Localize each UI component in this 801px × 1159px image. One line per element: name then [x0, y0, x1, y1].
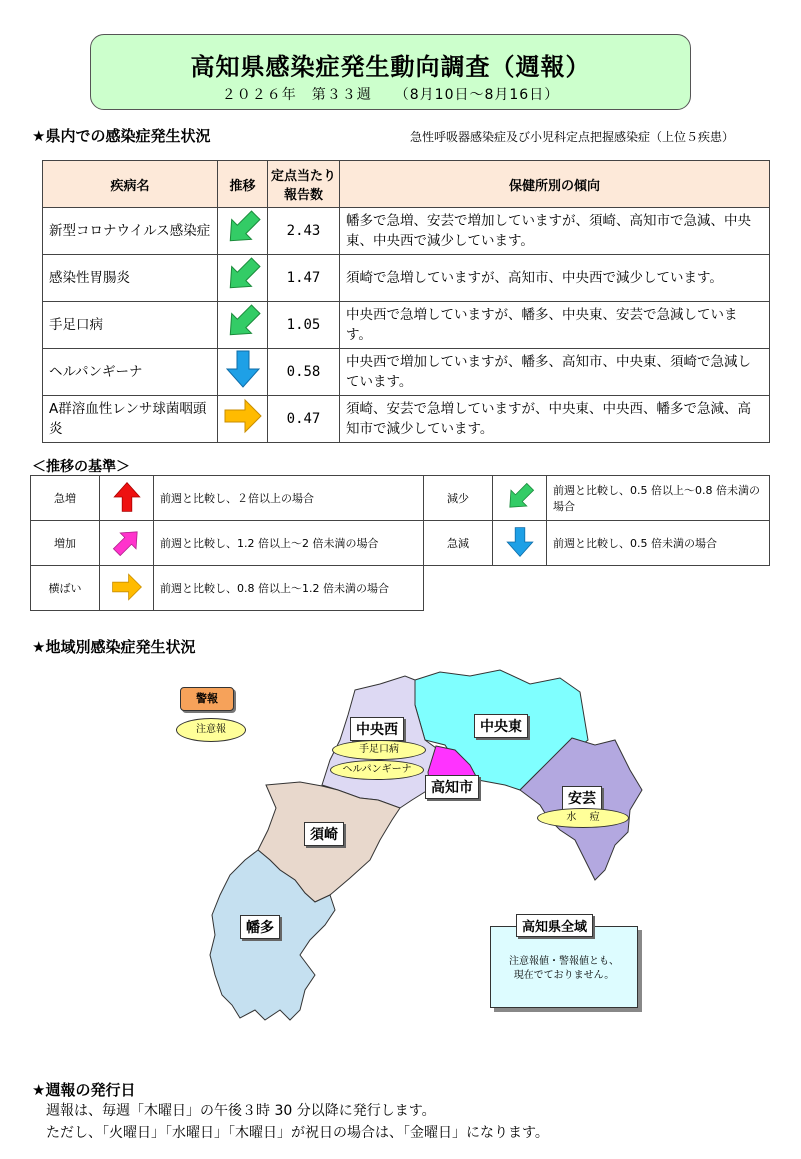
header-rate: 定点当たり 報告数 [268, 161, 340, 208]
criteria-label: 増加 [31, 521, 100, 566]
footer-line-2: ただし、「火曜日」「水曜日」「木曜日」が祝日の場合は、「金曜日」になります。 [46, 1125, 549, 1141]
rate-value: 1.47 [268, 255, 340, 302]
tendency-text: 中央西で急増していますが、幡多、中央東、安芸で急減しています。 [340, 302, 770, 349]
rate-value: 0.47 [268, 396, 340, 443]
disease-name: ヘルパンギーナ [43, 349, 218, 396]
section1-heading: ★県内での感染症発生状況 [32, 127, 211, 145]
header-disease: 疾病名 [43, 161, 218, 208]
region-label-aki: 安芸 [562, 786, 602, 810]
section2-heading: ★地域別感染症発生状況 [32, 638, 196, 656]
disease-name: A群溶血性レンサ球菌咽頭炎 [43, 396, 218, 443]
oval-chuonishi-2: ヘルパンギーナ [330, 760, 424, 780]
rate-value: 0.58 [268, 349, 340, 396]
region-label-susaki: 須崎 [304, 822, 344, 846]
disease-name: 手足口病 [43, 302, 218, 349]
tendency-text: 須崎、安芸で急増していますが、中央東、中央西、幡多で急減、高知市で減少しています。 [340, 396, 770, 443]
footer-line-1: 週報は、毎週「木曜日」の午後３時 30 分以降に発行します。 [46, 1103, 436, 1119]
criteria-text: 前週と比較し、0.5 倍未満の場合 [547, 521, 770, 566]
criteria-text: 前週と比較し、1.2 倍以上～2 倍未満の場合 [154, 521, 424, 566]
criteria-label: 急減 [424, 521, 493, 566]
prefecture-title: 高知県全域 [516, 914, 593, 937]
rate-value: 1.05 [268, 302, 340, 349]
region-label-chuohigashi: 中央東 [474, 714, 528, 738]
criteria-text: 前週と比較し、0.8 倍以上～1.2 倍未満の場合 [154, 566, 424, 611]
page-subtitle: ２０２６年 第３３週 （8月10日～8月16日） [221, 87, 560, 103]
criteria-text: 前週と比較し、0.5 倍以上～0.8 倍未満の場合 [547, 476, 770, 521]
region-label-hata: 幡多 [240, 915, 280, 939]
header-trend: 推移 [218, 161, 268, 208]
disease-name: 新型コロナウイルス感染症 [43, 208, 218, 255]
tendency-text: 中央西で増加していますが、幡多、高知市、中央東、須崎で急減しています。 [340, 349, 770, 396]
criteria-label: 急増 [31, 476, 100, 521]
page-title: 高知県感染症発生動向調査（週報） [190, 53, 591, 81]
criteria-heading: ＜推移の基準＞ [32, 459, 130, 475]
prefecture-text: 注意報値・警報値とも、 現在でておりません。 [509, 956, 619, 981]
tendency-text: 幡多で急増、安芸で増加していますが、須崎、高知市で急減、中央東、中央西で減少しています。 [340, 208, 770, 255]
header-tendency: 保健所別の傾向 [340, 161, 770, 208]
criteria-text: 前週と比較し、２倍以上の場合 [154, 476, 424, 521]
legend-alert: 警報 [180, 687, 234, 711]
footer-heading: ★週報の発行日 [32, 1081, 136, 1099]
prefecture-box [490, 926, 638, 1008]
rate-value: 2.43 [268, 208, 340, 255]
oval-aki: 水 痘 [537, 808, 629, 828]
legend-caution: 注意報 [176, 718, 246, 742]
oval-chuonishi-1: 手足口病 [332, 740, 426, 760]
criteria-label: 減少 [424, 476, 493, 521]
region-label-chuonishi: 中央西 [350, 717, 404, 741]
region-label-kochishi: 高知市 [425, 775, 479, 799]
disease-name: 感染性胃腸炎 [43, 255, 218, 302]
section1-note: 急性呼吸器感染症及び小児科定点把握感染症（上位５疾患） [410, 130, 735, 144]
tendency-text: 須崎で急増していますが、高知市、中央西で減少しています。 [340, 255, 770, 302]
criteria-label: 横ばい [31, 566, 100, 611]
